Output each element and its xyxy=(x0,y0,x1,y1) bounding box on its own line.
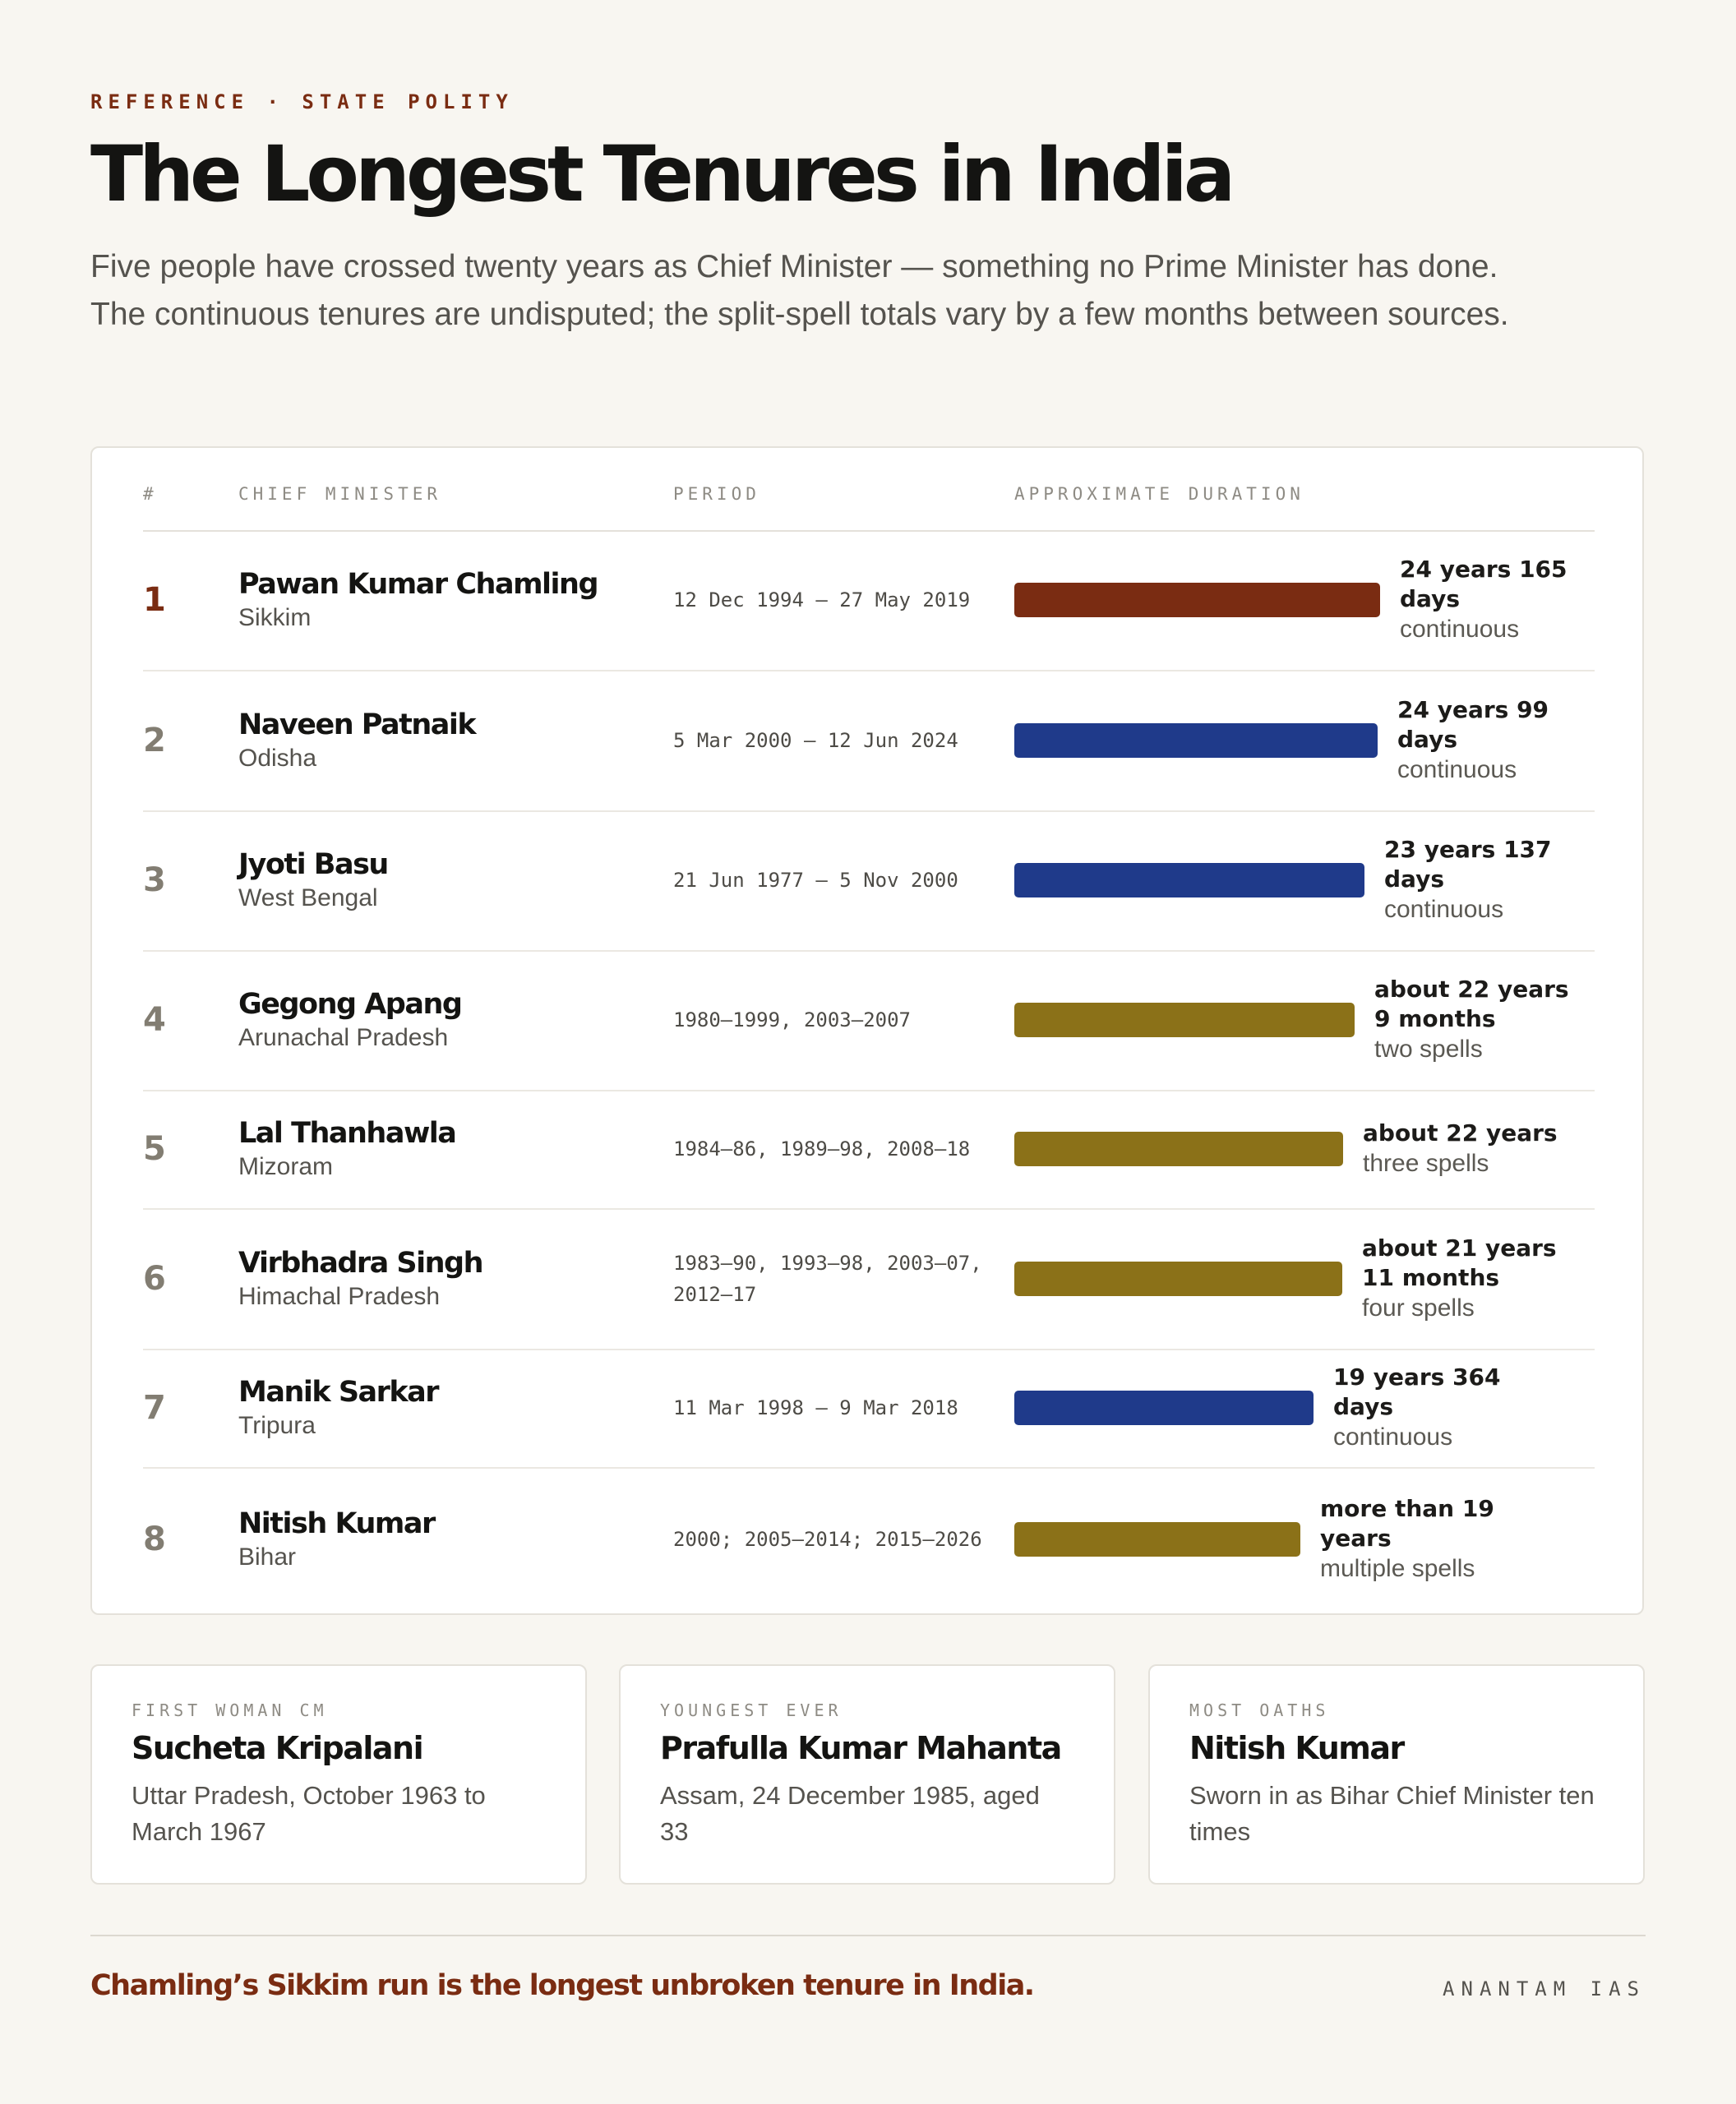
period-text: 12 Dec 1994 – 27 May 2019 xyxy=(673,588,971,611)
duration-value: 24 years 99 days xyxy=(1397,695,1549,753)
cm-state: West Bengal xyxy=(238,884,378,911)
cm-state: Arunachal Pradesh xyxy=(238,1024,449,1051)
duration-bar xyxy=(1014,1003,1355,1037)
cm-cell xyxy=(238,1117,455,1181)
brand-mark: ANANTAM IAS xyxy=(1443,1977,1646,2000)
duration-label xyxy=(1320,1494,1517,1585)
duration-label xyxy=(1363,1119,1560,1179)
cm-state: Odisha xyxy=(238,744,317,772)
duration-label xyxy=(1400,555,1597,645)
table-row xyxy=(143,1090,1595,1210)
cm-cell xyxy=(238,988,461,1052)
header-chief-minister: CHIEF MINISTER xyxy=(238,484,442,504)
cm-name: Virbhadra Singh xyxy=(238,1246,483,1280)
rank-number: 5 xyxy=(143,1130,166,1168)
intro-text: Five people have crossed twenty years as Chief Minister — something no Prime Minister has done. The continuous tenures are undisputed; the split-spell totals vary by a few months between sources. xyxy=(90,249,1509,332)
eyebrow: REFERENCE · STATE POLITY xyxy=(90,90,514,113)
duration-value: about 21 years 11 months xyxy=(1362,1234,1557,1291)
duration-label xyxy=(1374,975,1572,1065)
rank-number: 2 xyxy=(143,721,166,759)
table-row xyxy=(143,1208,1595,1350)
fact-name: Sucheta Kripalani xyxy=(132,1730,423,1766)
table-row xyxy=(143,950,1595,1091)
duration-kind: continuous xyxy=(1397,755,1517,783)
table-row xyxy=(143,1467,1595,1612)
duration-value: 23 years 137 days xyxy=(1384,836,1552,893)
header-rank: # xyxy=(143,484,158,504)
table-row xyxy=(143,670,1595,812)
table-header xyxy=(143,448,1595,532)
rank-number: 4 xyxy=(143,1001,166,1039)
period-text: 1980–1999, 2003–2007 xyxy=(673,1008,911,1031)
cm-cell xyxy=(238,708,475,773)
cm-cell xyxy=(238,1376,438,1440)
duration-kind: three spells xyxy=(1363,1150,1489,1177)
cm-name: Gegong Apang xyxy=(238,988,462,1021)
fact-desc: Uttar Pradesh, October 1963 to March 1967 xyxy=(132,1781,486,1846)
cm-cell xyxy=(238,1247,482,1311)
duration-value: more than 19 years xyxy=(1320,1495,1494,1552)
duration-value: 24 years 165 days xyxy=(1400,556,1567,612)
fact-desc: Assam, 24 December 1985, aged 33 xyxy=(660,1781,1040,1846)
cm-name: Nitish Kumar xyxy=(238,1507,435,1540)
rank-number: 6 xyxy=(143,1259,166,1298)
period-text: 2000; 2005–2014; 2015–2026 xyxy=(673,1528,982,1551)
cm-name: Pawan Kumar Chamling xyxy=(238,568,598,601)
footer-note: Chamling’s Sikkim run is the longest unbroken tenure in India. xyxy=(90,1969,1034,2002)
header-period: PERIOD xyxy=(673,484,760,504)
fact-label: MOST OATHS xyxy=(1189,1700,1330,1720)
period-text: 21 Jun 1977 – 5 Nov 2000 xyxy=(673,869,958,892)
fact-cards xyxy=(90,1664,1646,1885)
duration-kind: continuous xyxy=(1384,896,1504,923)
table-row xyxy=(143,530,1595,671)
rank-number: 7 xyxy=(143,1389,166,1427)
cm-name: Lal Thanhawla xyxy=(238,1117,456,1150)
cm-state: Bihar xyxy=(238,1543,297,1571)
period-text: 5 Mar 2000 – 12 Jun 2024 xyxy=(673,728,958,752)
duration-value: about 22 years xyxy=(1363,1119,1558,1147)
tenure-table xyxy=(90,446,1644,1615)
fact-label: YOUNGEST EVER xyxy=(660,1700,843,1720)
cm-name: Manik Sarkar xyxy=(238,1376,439,1409)
cm-cell xyxy=(238,568,598,632)
period-text: 1983–90, 1993–98, 2003–07, 2012–17 xyxy=(673,1251,982,1306)
fact-name: Prafulla Kumar Mahanta xyxy=(660,1730,1061,1766)
rank-number: 3 xyxy=(143,861,166,899)
fact-card-first-woman xyxy=(90,1664,587,1885)
fact-card-youngest xyxy=(619,1664,1115,1885)
duration-bar xyxy=(1014,1522,1300,1557)
rank-number: 1 xyxy=(143,581,166,619)
duration-value: about 22 years 9 months xyxy=(1374,976,1569,1032)
cm-name: Naveen Patnaik xyxy=(238,708,476,741)
duration-value: 19 years 364 days xyxy=(1333,1363,1501,1420)
duration-kind: four spells xyxy=(1362,1294,1475,1322)
duration-label xyxy=(1362,1234,1559,1324)
duration-bar xyxy=(1014,583,1380,617)
period-text: 11 Mar 1998 – 9 Mar 2018 xyxy=(673,1396,958,1419)
cm-state: Mizoram xyxy=(238,1153,334,1180)
page-title: The Longest Tenures in India xyxy=(90,130,1232,219)
fact-card-most-oaths xyxy=(1148,1664,1645,1885)
duration-kind: continuous xyxy=(1333,1423,1453,1451)
duration-label xyxy=(1333,1363,1531,1453)
table-row xyxy=(143,1349,1595,1469)
duration-bar xyxy=(1014,1132,1343,1166)
cm-name: Jyoti Basu xyxy=(238,848,388,881)
duration-kind: two spells xyxy=(1374,1036,1483,1063)
cm-state: Himachal Pradesh xyxy=(238,1282,441,1310)
table-row xyxy=(143,810,1595,952)
cm-state: Tripura xyxy=(238,1412,316,1439)
footer-divider xyxy=(90,1935,1646,1936)
duration-bar xyxy=(1014,1262,1342,1296)
duration-bar xyxy=(1014,723,1378,758)
rank-number: 8 xyxy=(143,1520,166,1558)
duration-bar xyxy=(1014,863,1364,897)
duration-kind: multiple spells xyxy=(1320,1555,1475,1582)
period-text: 1984–86, 1989–98, 2008–18 xyxy=(673,1137,971,1160)
duration-bar xyxy=(1014,1391,1314,1425)
fact-label: FIRST WOMAN CM xyxy=(132,1700,328,1720)
fact-name: Nitish Kumar xyxy=(1189,1730,1404,1766)
duration-label xyxy=(1397,695,1595,786)
header-duration: APPROXIMATE DURATION xyxy=(1014,484,1304,504)
cm-cell xyxy=(238,1507,435,1571)
fact-desc: Sworn in as Bihar Chief Minister ten times xyxy=(1189,1781,1595,1846)
duration-label xyxy=(1384,835,1581,925)
cm-cell xyxy=(238,848,388,912)
cm-state: Sikkim xyxy=(238,604,312,631)
duration-kind: continuous xyxy=(1400,616,1520,643)
